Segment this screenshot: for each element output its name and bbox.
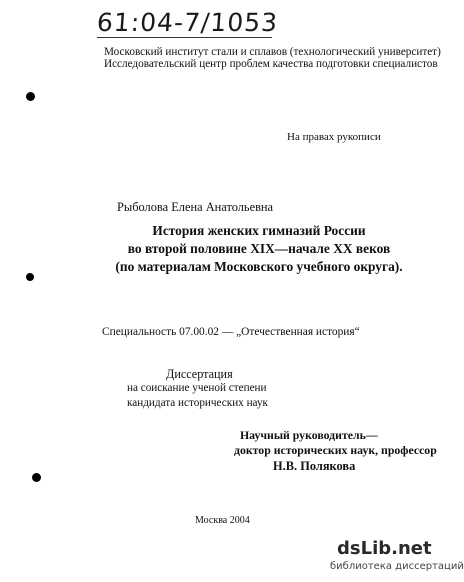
degree-line-1: на соискание ученой степени: [127, 382, 267, 394]
city-year: Москва 2004: [195, 515, 250, 526]
supervisor-title: доктор исторических наук, профессор: [234, 443, 437, 457]
thesis-title-line-1: История женских гимназий России: [152, 223, 366, 238]
binding-hole-middle: [26, 273, 34, 281]
handwritten-underline: [97, 37, 272, 38]
degree-line-2: кандидата исторических наук: [127, 397, 268, 409]
manuscript-rights-note: На правах рукописи: [287, 131, 381, 143]
supervisor-name: Н.В. Полякова: [273, 459, 356, 473]
binding-hole-bottom: [32, 473, 41, 482]
thesis-title-line-3: (по материалам Московского учебного округа).: [115, 259, 403, 274]
supervisor-label: Научный руководитель—: [240, 428, 378, 442]
specialty-line: Специальность 07.00.02 — „Отечественная история“: [102, 326, 360, 338]
watermark-logo[interactable]: dsLib.net: [337, 538, 432, 559]
watermark-subtitle: библиотека диссертаций: [330, 561, 464, 572]
institution-name: Московский институт стали и сплавов (технологический университет): [104, 46, 441, 58]
binding-hole-top: [26, 92, 35, 101]
thesis-title-line-2: во второй половине XIX—начале XX веков: [127, 241, 391, 256]
dissertation-label: Диссертация: [166, 367, 233, 381]
research-center-name: Исследовательский центр проблем качества подготовки специалистов: [104, 58, 438, 70]
handwritten-archive-code: 61:04-7/1053: [95, 8, 280, 37]
author-name: Рыболова Елена Анатольевна: [117, 200, 274, 214]
